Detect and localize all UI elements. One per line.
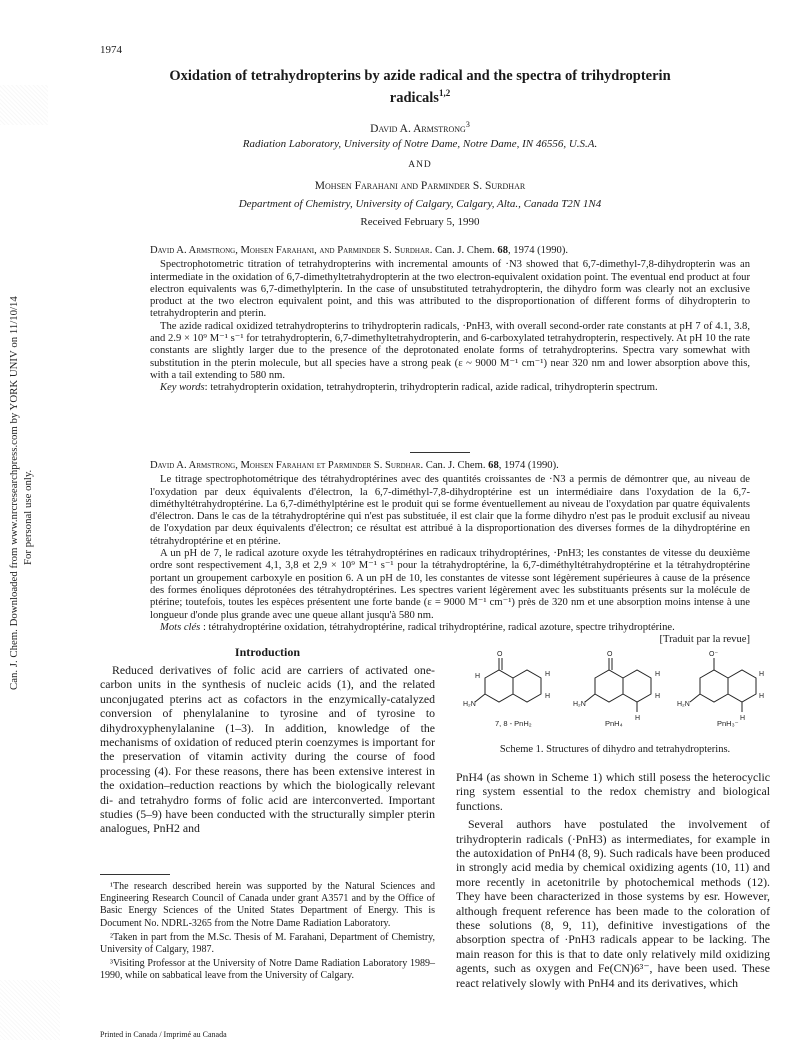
svg-text:H: H <box>545 671 551 678</box>
svg-text:H: H <box>655 693 661 700</box>
body-paragraph: PnH4 (as shown in Scheme 1) which still posess the heterocyclic ring system essential to the redox chemistry and biological functions. <box>456 770 770 813</box>
title-last: radicals <box>389 89 439 106</box>
scheme-1-structures <box>455 648 775 740</box>
svg-text:H₂N: H₂N <box>677 701 690 708</box>
structure-enolate <box>690 658 756 712</box>
svg-text:H: H <box>759 693 765 700</box>
keywords <box>150 622 750 634</box>
abstract-french <box>150 460 750 646</box>
footnote-rule <box>100 874 170 875</box>
download-watermark: Can. J. Chem. Downloaded from www.nrcresearchpress.com by YORK UNIV on 11/10/14 <box>8 296 20 690</box>
keywords-label: Mots clés <box>160 621 201 633</box>
svg-text:H: H <box>635 715 641 722</box>
svg-text:H: H <box>475 673 481 680</box>
printed-notice: Printed in Canada / Imprimé au Canada <box>100 1030 227 1039</box>
scheme-caption: Scheme 1. Structures of dihydro and tetrahydropterins. <box>499 744 731 755</box>
svg-text:O⁻: O⁻ <box>709 651 719 658</box>
body-paragraph: Reduced derivatives of folic acid are carriers of activated one-carbon units in the synthesis of nucleic acids (1), and the related unconjugated pterins act as cofactors in the enzymically-catalyzed conversion of phenylalanine to tyrosine and of tyrosine to dihydroxyphenylalanine (1–3). In addition, knowledge of the mechanisms of oxidation of reduced pterin coenzymes is important for the preservation of vitamin activity during the course of food processing (4). For these reasons, there has been extensive interest in the oxidation–reduction reactions by which the biologically relevant di- and tetrahydro forms of folic acid are interconverted. Important studies (5–9) have been conducted with the structurally simpler pterin analogues, PnH2 and <box>100 663 435 836</box>
translation-note: [Traduit par la revue] <box>659 634 750 646</box>
intro-left-column <box>100 663 435 836</box>
scan-artifact <box>0 980 60 1040</box>
svg-text:O: O <box>497 651 503 658</box>
author-1 <box>150 120 690 135</box>
personal-use-notice: For personal use only. <box>22 469 34 565</box>
abstract-divider <box>410 452 470 453</box>
structure-tetrahydropterin <box>585 658 651 712</box>
svg-text:H: H <box>545 693 551 700</box>
page-number: 1974 <box>100 44 122 56</box>
abstract-paragraph: The azide radical oxidized tetrahydropterins to trihydropterin radicals, ·PnH3, with overall second-order rate constants at pH 7 of 4.1, 3.8, and 2.9 × 10⁹ M⁻¹ s⁻¹ for tetrahydropterin, 6,7-dimethyltetrahydropterin, and 6-carboxylated tetrahydropterin, respectively. At pH 10 the rate constants are slightly larger due to the presence of the deprotonated enolate forms of tetrahydropterins. Spectra vary somewhat with substitution in the pterin molecule, but all species have a strong peak (ε ~ 9000 M⁻¹ cm⁻¹) near 320 nm and lower absorption above this, with a tail extending to 580 nm. <box>150 320 750 381</box>
svg-text:H₂N: H₂N <box>463 701 476 708</box>
keywords-list: : tétrahydroptérine oxidation, tétrahydroptérine, radical trihydroptérine, radical azoture, spectre trihydroptérine. <box>200 621 675 633</box>
citation-authors: David A. Armstrong, Mohsen Farahani et Parminder S. Surdhar. <box>150 460 424 471</box>
paper-title <box>150 68 690 107</box>
abstract-paragraph: Spectrophotometric titration of tetrahydropterins with incremental amounts of ·N3 showed that 6,7-dimethyl-7,8-dihydropterin was an intermediate in the oxidation of 6,7-dimethyltetrahydropterin at the two electron-equivalent oxidation point. The eventual end product at four electron equivalents was 6,7-dimethylpterin. In the case of unsubstituted tetrahydropterin, the dihydro form was clearly not an exclusive product at the two electron equivalent point, and this was attributed to the disproportionation of different forms of dihydropterin to tetrahydropterin and pterin. <box>150 259 750 320</box>
footnotes <box>100 881 435 985</box>
scan-artifact <box>0 85 48 125</box>
scheme-label-1: 7, 8 - PnH₂ <box>495 719 532 728</box>
affiliation-2: Department of Chemistry, University of Calgary, Calgary, Alta., Canada T2N 1N4 <box>238 198 602 210</box>
section-heading-introduction: Introduction <box>234 645 301 659</box>
body-paragraph: Several authors have postulated the involvement of trihydropterin radicals (·PnH3) as intermediates, for example in the autoxidation of PnH4 (8, 9). Such radicals have been produced in strongly acid media by chemical oxidizing agents (10, 11) and more recently in acetonitrile by photochemical methods (12). They have been characterized in those systems by esr. However, although frequent reference has been made to the coloration of these solutions (8, 9, 11), definitive investigations of the absorption spectra of ·PnH3 radicals appear to be lacking. The main reason for this is that to date only relatively mild oxidizing agents, such as oxygen and Fe(CN)6³⁻, have been used. These react relatively slowly with PnH4 and its derivatives, which <box>456 817 770 990</box>
citation-volume: 68 <box>488 460 499 471</box>
citation-pages: , 1974 (1990). <box>498 460 559 471</box>
citation-volume: 68 <box>497 245 508 256</box>
intro-right-column <box>456 770 770 990</box>
author-1-footnote: 3 <box>465 120 470 129</box>
svg-text:H₂N: H₂N <box>573 701 586 708</box>
keywords <box>150 382 750 394</box>
footnote-2: ²Taken in part from the M.Sc. Thesis of M. Farahani, Department of Chemistry, University of Calgary, 1987. <box>100 931 435 956</box>
footnote-1: ¹The research described herein was supported by the Natural Sciences and Engineering Research Council of Canada under grant A3571 and by the Office of Basic Energy Sciences of the United States Department of Energy. This is Document No. NDRL-3265 from the Notre Dame Radiation Laboratory. <box>100 881 435 929</box>
abstract-citation <box>150 460 750 472</box>
keywords-label: Key words <box>160 382 205 394</box>
svg-text:H: H <box>740 715 746 722</box>
abstract-citation <box>150 245 750 257</box>
svg-text:O: O <box>607 651 613 658</box>
svg-text:H: H <box>759 671 765 678</box>
structure-dihydropterin <box>475 658 541 702</box>
keywords-list: : tetrahydropterin oxidation, tetrahydropterin, trihydropterin radical, azide radical, trihydropterin spectrum. <box>204 382 658 394</box>
authors-2: Mohsen Farahani and Parminder S. Surdhar <box>314 180 526 192</box>
citation-journal: Can. J. Chem. <box>423 460 489 471</box>
scheme-label-3: PnH₃⁻ <box>717 719 739 728</box>
scheme-label-2: PnH₄ <box>605 719 623 728</box>
title-footnote-marks: 1,2 <box>438 88 451 98</box>
title-main: Oxidation of tetrahydropterins by azide radical and the spectra of trihydropterin <box>169 68 671 84</box>
citation-journal: Can. J. Chem. <box>432 245 498 256</box>
abstract-english <box>150 245 750 395</box>
received-date: Received February 5, 1990 <box>360 216 480 228</box>
citation-authors: David A. Armstrong, Mohsen Farahani, and Parminder S. Surdhar. <box>150 245 433 256</box>
and-separator: AND <box>408 160 432 170</box>
footnote-3: ³Visiting Professor at the University of Notre Dame Radiation Laboratory 1989–1990, while on sabbatical leave from the University of Calgary. <box>100 958 435 982</box>
abstract-paragraph: A un pH de 7, le radical azoture oxyde les tétrahydroptérines en radicaux trihydroptérines, ·PnH3; les constantes de vitesse du deuxième ordre sont respectivement 4,1, 3,8 et 2,9 × 10⁹ M⁻¹ s⁻¹ pour la tétrahydroptérine, la 6,7-diméthyltétrahydroptérine et la tétrahydroptérine portant un groupement carboxyle en position 6. A un pH de 10, les constantes de vitesse sont légèrement supérieures à cause de la présence des formes énoliques déprotonées des tétrahydroptérines. Les spectres varient légèrement avec les substituants présents sur la molécule de ptérine; toutefois, toutes les espèces présentent une forte bande (ε = 9000 M⁻¹ cm⁻¹) près de 320 nm et une absorption moins intense à une longueur d'onde plus grande avec une queue allant jusqu'à 580 nm. <box>150 548 750 621</box>
author-1-name: David A. Armstrong <box>370 122 466 135</box>
citation-pages: , 1974 (1990). <box>508 245 569 256</box>
abstract-paragraph: Le titrage spectrophotométrique des tétrahydroptérines avec des quantités croissantes de ·N3 a permis de démontrer que, au niveau de l'oxydation par deux équivalents d'électron, la 6,7-diméthyl-7,8-dihydroptérine est un intermédiaire dans l'oxydation de la 6,7-diméthyltétrahydroptérine. La 6,7-diméthylptérine est le produit qui se forme éventuellement au niveau de l'oxydation par quatre équivalents d'électron. Dans le cas de la tétrahydroptérine qui n'est pas substituée, il est clair que la forme dihydro n'est pas le produit exclusif au niveau de l'oxydation par deux équivalents d'électron; ce résultat est attribué à la disproportionation des diverses formes de la dihydroptérine en tétrahydroptérine et en ptérine. <box>150 474 750 547</box>
affiliation-1: Radiation Laboratory, University of Notre Dame, Notre Dame, IN 46556, U.S.A. <box>242 138 598 150</box>
svg-text:H: H <box>655 671 661 678</box>
